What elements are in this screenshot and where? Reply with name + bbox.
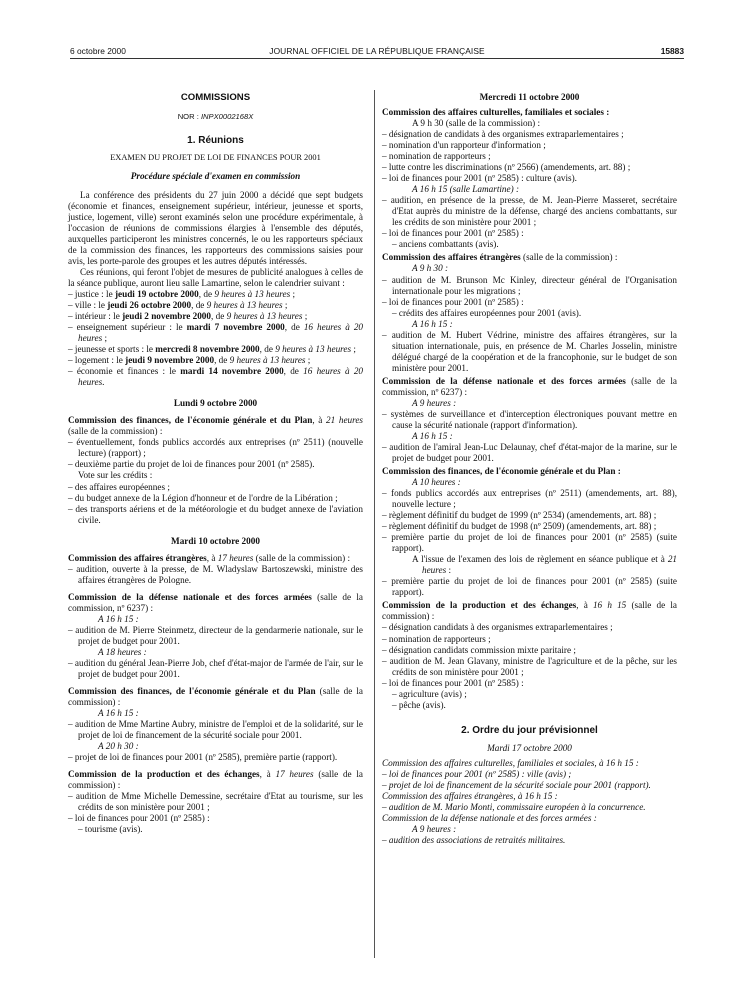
mardi17-commission-culturelles: Commission des affaires culturelles, familiales et sociales, à 16 h 15 : bbox=[382, 757, 639, 768]
list-item: – règlement définitif du budget de 1998 (nº 2509) (amendements, art. 88) ; bbox=[382, 521, 657, 532]
list-item: – nomination de rapporteurs ; bbox=[382, 633, 491, 644]
nor-label: NOR : bbox=[177, 111, 199, 121]
mercredi-etrangeres-agenda-1 bbox=[382, 275, 677, 308]
mercredi-commission-finances: Commission des finances, de l'économie générale et du Plan : bbox=[382, 466, 621, 477]
list-item: – éventuellement, fonds publics accordés aux entreprises (nº 2511) (nouvelle lecture) (rapport) ; bbox=[68, 437, 363, 459]
mercredi-culturelles-agenda-2 bbox=[382, 195, 677, 239]
mercredi-defense-time-2: A 16 h 15 : bbox=[412, 430, 453, 441]
list-item: – audition de M. Jean Glavany, ministre de l'agriculture et de la pêche, sur les crédits de son ministère pour 2001 ; bbox=[382, 655, 677, 677]
mercredi-production-agenda bbox=[382, 622, 677, 688]
mercredi-culturelles-time-1: A 9 h 30 (salle de la commission) : bbox=[412, 118, 541, 129]
mercredi-defense-time-1: A 9 heures : bbox=[412, 397, 457, 408]
header-date: 6 octobre 2000 bbox=[70, 46, 126, 56]
list-item: – première partie du projet de loi de finances pour 2001 (nº 2585) (suite rapport). bbox=[382, 576, 677, 598]
mercredi-defense-agenda-2 bbox=[382, 442, 677, 464]
schedule-list bbox=[68, 289, 363, 388]
section-ordre-du-jour-title: 2. Ordre du jour prévisionnel bbox=[461, 724, 598, 736]
mercredi-finances-agenda-1 bbox=[382, 488, 677, 554]
list-item: – loi de finances pour 2001 (nº 2585) : bbox=[382, 296, 524, 307]
schedule-item: – justice : le jeudi 19 octobre 2000, de 9 heures à 13 heures ; bbox=[68, 289, 296, 299]
list-item: – tourisme (avis). bbox=[78, 824, 143, 835]
date-heading-mardi-10: Mardi 10 octobre 2000 bbox=[171, 535, 260, 546]
right-column bbox=[382, 90, 677, 846]
date-heading-lundi-9: Lundi 9 octobre 2000 bbox=[173, 398, 258, 409]
list-item: – pêche (avis). bbox=[392, 699, 446, 710]
list-item: – audition, ouverte à la presse, de M. Wladyslaw Bartoszewski, ministre des affaires étrangères de Pologne. bbox=[68, 563, 363, 585]
exam-title: EXAMEN DU PROJET DE LOI DE FINANCES POUR 2001 bbox=[110, 152, 321, 162]
credits-list bbox=[68, 482, 363, 526]
mardi-commission-finances: Commission des finances, de l'économie générale et du Plan (salle de la commission) : bbox=[68, 686, 363, 708]
date-heading-mardi-17: Mardi 17 octobre 2000 bbox=[487, 742, 572, 753]
mercredi-finances-time-1: A 10 heures : bbox=[412, 477, 461, 488]
calendar-paragraph: Ces réunions, qui feront l'objet de mesures de publicité analogues à celles de la séance publique, auront lieu salle Lamartine, selon le calendrier suivant : bbox=[68, 266, 363, 288]
header-journal-title: JOURNAL OFFICIEL DE LA RÉPUBLIQUE FRANÇAISE bbox=[269, 46, 485, 56]
list-item: – agriculture (avis) ; bbox=[392, 688, 467, 699]
mardi-finances-agenda-1 bbox=[68, 719, 363, 741]
list-item: – fonds publics accordés aux entreprises (nº 2511) (amendements, art. 88), nouvelle lecture ; bbox=[382, 488, 677, 510]
list-item: – anciens combattants (avis). bbox=[392, 239, 499, 250]
list-item: – audition de M. Mario Monti, commissaire européen à la concurrence. bbox=[382, 801, 646, 812]
list-item: – audition de l'amiral Jean-Luc Delaunay, chef d'état-major de la marine, sur le projet de budget pour 2001. bbox=[382, 441, 677, 463]
list-item: – nomination de rapporteurs ; bbox=[382, 151, 491, 162]
header-page-number: 15883 bbox=[660, 46, 684, 56]
schedule-item: – intérieur : le jeudi 2 novembre 2000, de 9 heures à 13 heures ; bbox=[68, 311, 308, 322]
list-item: – audition de M. Pierre Steinmetz, directeur de la gendarmerie nationale, sur le projet de budget pour 2001. bbox=[68, 624, 363, 646]
mercredi-defense-agenda-1 bbox=[382, 409, 677, 431]
column-divider bbox=[374, 90, 375, 958]
mardi17-culturelles-agenda bbox=[382, 769, 677, 791]
mercredi-etrangeres-time-2: A 16 h 15 : bbox=[412, 318, 453, 329]
mercredi-commission-defense: Commission de la défense nationale et des forces armées (salle de la commission, nº 6237) : bbox=[382, 375, 677, 397]
mardi17-commission-etrangeres: Commission des affaires étrangères, à 16 h 15 : bbox=[382, 790, 558, 801]
mercredi-culturelles-subitems bbox=[382, 239, 677, 250]
list-item: – désignation candidats commission mixte paritaire ; bbox=[382, 644, 576, 655]
nor-code: INPX0002168X bbox=[200, 111, 254, 121]
list-item: – audition, en présence de la presse, de M. Jean-Pierre Masseret, secrétaire d'Etat auprès du ministre de la défense, chargé des anciens combattants, sur les crédits de son ministère pour 2001 ; bbox=[382, 195, 677, 228]
schedule-item: – jeunesse et sports : le mercredi 8 novembre 2000, de 9 heures à 13 heures ; bbox=[68, 344, 356, 355]
list-item: – loi de finances pour 2001 (nº 2585) : bbox=[382, 228, 524, 239]
nor-line bbox=[68, 112, 363, 121]
list-item: – règlement définitif du budget de 1999 (nº 2534) (amendements, art. 88) ; bbox=[382, 510, 657, 521]
left-column bbox=[68, 90, 363, 835]
lundi-finances-agenda bbox=[68, 437, 363, 470]
list-item: – lutte contre les discriminations (nº 2566) (amendements, art. 88) ; bbox=[382, 162, 631, 173]
mardi-defense-time-1: A 16 h 15 : bbox=[98, 613, 139, 624]
list-item: – audition de Mme Michelle Demessine, secrétaire d'Etat au tourisme, sur les crédits de son ministère pour 2001 ; bbox=[68, 791, 363, 813]
schedule-item: – enseignement supérieur : le mardi 7 novembre 2000, de 16 heures à 20 heures ; bbox=[68, 322, 364, 344]
mercredi-etrangeres-agenda-2 bbox=[382, 330, 677, 374]
list-item: – loi de finances pour 2001 (nº 2585) : ville (avis) ; bbox=[382, 768, 572, 779]
mercredi-finances-agenda-2 bbox=[382, 576, 677, 598]
schedule-item: – économie et finances : le mardi 14 novembre 2000, de 16 heures à 20 heures. bbox=[68, 366, 364, 388]
list-item: – projet de loi de finances pour 2001 (nº 2585), première partie (rapport). bbox=[68, 752, 338, 763]
mardi-commission-etrangeres: Commission des affaires étrangères, à 17 heures (salle de la commission) : bbox=[68, 552, 351, 563]
date-heading-mercredi-11: Mercredi 11 octobre 2000 bbox=[479, 92, 580, 102]
mercredi-etrangeres-time-1: A 9 h 30 : bbox=[412, 263, 449, 274]
mardi17-etrangeres-agenda bbox=[382, 802, 677, 813]
list-item: – première partie du projet de loi de finances pour 2001 (nº 2585) (suite rapport). bbox=[382, 532, 677, 554]
schedule-item: – ville : le jeudi 26 octobre 2000, de 9 heures à 13 heures ; bbox=[68, 300, 288, 311]
mardi-defense-agenda-1 bbox=[68, 625, 363, 647]
section-reunions-title: 1. Réunions bbox=[187, 134, 244, 146]
mercredi-finances-after-note: A l'issue de l'examen des lois de règlement en séance publique et à 21 heures : bbox=[412, 554, 677, 576]
mercredi-commission-culturelles: Commission des affaires culturelles, familiales et sociales : bbox=[382, 107, 610, 118]
mardi-etrangeres-agenda bbox=[68, 564, 363, 586]
list-item: – projet de loi de financement de la sécurité sociale pour 2001 (rapport). bbox=[382, 779, 651, 790]
commissions-title: COMMISSIONS bbox=[180, 92, 251, 103]
mercredi-commission-etrangeres: Commission des affaires étrangères (salle de la commission) : bbox=[382, 252, 618, 263]
mardi-commission-production: Commission de la production et des échanges, à 17 heures (salle de la commission) : bbox=[68, 769, 363, 791]
list-item: – des affaires européennes ; bbox=[68, 481, 170, 492]
list-item: – du budget annexe de la Légion d'honneur et de l'ordre de la Libération ; bbox=[68, 492, 338, 503]
mercredi-culturelles-time-2: A 16 h 15 (salle Lamartine) : bbox=[412, 184, 520, 195]
mardi-finances-time-2: A 20 h 30 : bbox=[98, 741, 139, 752]
list-item: – systèmes de surveillance et d'interception électroniques pouvant mettre en cause la sécurité nationale (rapport d'information). bbox=[382, 408, 677, 430]
list-item: – audition de Mme Martine Aubry, ministre de l'emploi et de la solidarité, sur le projet de loi de financement de la sécurité sociale pour 2001. bbox=[68, 719, 363, 741]
lundi-commission-finances: Commission des finances, de l'économie générale et du Plan, à 21 heures (salle de la commission) : bbox=[68, 415, 364, 437]
list-item: – loi de finances pour 2001 (nº 2585) : bbox=[68, 813, 210, 824]
list-item: – loi de finances pour 2001 (nº 2585) : bbox=[382, 677, 524, 688]
schedule-item: – logement : le jeudi 9 novembre 2000, de 9 heures à 13 heures ; bbox=[68, 355, 311, 366]
mardi-defense-agenda-2 bbox=[68, 658, 363, 680]
list-item: – désignation candidats à des organismes extraparlementaires ; bbox=[382, 622, 613, 633]
list-item: – des transports aériens et de la météorologie et du budget annexe de l'aviation civile. bbox=[68, 503, 363, 525]
mardi17-defense-agenda-1 bbox=[382, 835, 677, 846]
mardi-production-subitems bbox=[68, 824, 363, 835]
list-item: – crédits des affaires européennes pour 2001 (avis). bbox=[392, 307, 582, 318]
list-item: – audition de M. Brunson Mc Kinley, directeur général de l'Organisation internationale pour les migrations ; bbox=[382, 274, 677, 296]
procedure-title: Procédure spéciale d'examen en commission bbox=[130, 170, 301, 181]
list-item: – désignation de candidats à des organismes extraparlementaires ; bbox=[382, 129, 624, 140]
list-item: – audition des associations de retraités militaires. bbox=[382, 834, 566, 845]
mardi-finances-agenda-2 bbox=[68, 752, 363, 763]
mardi-commission-defense: Commission de la défense nationale et des forces armées (salle de la commission, nº 6237) : bbox=[68, 591, 363, 613]
list-item: – deuxième partie du projet de loi de finances pour 2001 (nº 2585). bbox=[68, 459, 315, 470]
list-item: – audition du général Jean-Pierre Job, chef d'état-major de l'armée de l'air, sur le projet de budget pour 2001. bbox=[68, 657, 363, 679]
credits-intro: Vote sur les crédits : bbox=[78, 470, 153, 481]
mardi17-commission-defense: Commission de la défense nationale et des forces armées : bbox=[382, 812, 597, 823]
mardi-defense-time-2: A 18 heures : bbox=[98, 646, 147, 657]
mardi-production-agenda bbox=[68, 791, 363, 824]
page-header bbox=[70, 46, 684, 59]
mardi-finances-time-1: A 16 h 15 : bbox=[98, 708, 139, 719]
mercredi-production-subitems bbox=[382, 689, 677, 711]
mercredi-commission-production: Commission de la production et des échanges, à 16 h 15 (salle de la commission) : bbox=[382, 600, 678, 622]
list-item: – audition de M. Hubert Védrine, ministre des affaires étrangères, sur la situation internationale, puis, en présence de M. Charles Josselin, ministre délégué chargé de la coopération et de la francophonie, sur le budget de son ministère pour 2001. bbox=[382, 329, 677, 373]
mardi17-defense-time-1: A 9 heures : bbox=[412, 823, 457, 834]
intro-paragraph: La conférence des présidents du 27 juin 2000 a décidé que sept budgets (économie et finances, enseignement supérieur, intérieur, jeunesse et sports, justice, logement, ville) seront examinés selon une procédure expérimentale, à l'occasion de réunions de commissions élargies à l'ensemble des députés, auxquelles participeront les ministres concernés, le ou les rapporteurs spéciaux de la commission des finances, les rapporteurs des commissions saisies pour avis, les porte-parole des groupes et les autres députés intéressés. bbox=[68, 189, 363, 266]
list-item: – loi de finances pour 2001 (nº 2585) : culture (avis). bbox=[382, 173, 577, 184]
list-item: – nomination d'un rapporteur d'information ; bbox=[382, 140, 546, 151]
mercredi-culturelles-agenda-1 bbox=[382, 129, 677, 184]
mercredi-etrangeres-subitems bbox=[382, 308, 677, 319]
